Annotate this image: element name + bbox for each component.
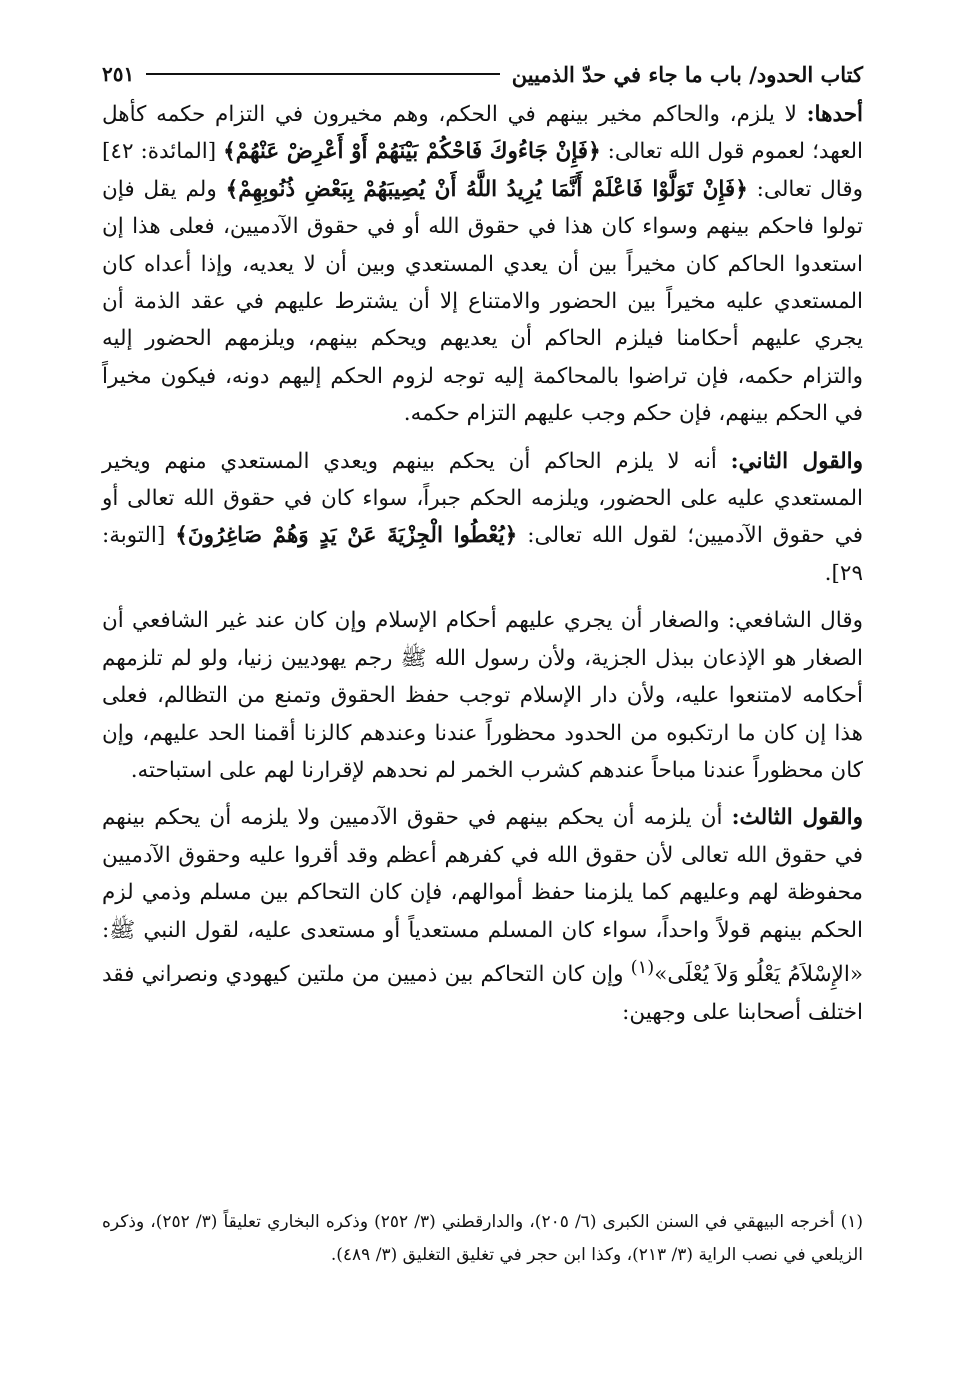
paragraph-text: وإن كان التحاكم بين ذميين من ملتين كيهودي ونصراني فقد اختلف أصحابنا على وجهين: bbox=[102, 962, 863, 1025]
paragraph-shafii bbox=[102, 602, 863, 789]
paragraph-text: أن يلزمه أن يحكم بينهم في حقوق الآدميين ولا يلزمه أن يحكم بينهم في حقوق الله تعالى لأن حقوق الله في كفرهم أعظم وقد أقروا عليه وحقوق الآدميين محفوظة لهم وعليهم كما يلزمنا حفظ أموالهم، فإن كان التحاكم بين مسلم وذمي لزم الحكم بينهم قولاً واحداً، سواء كان المسلم مستعدياً أو مستعدى عليه، لقول النبي ﷺ: «الإِسْلاَمُ يَعْلُو وَلاَ يُعْلَى» bbox=[102, 805, 863, 988]
running-title: كتاب الحدود/ باب ما جاء في حدّ الذميين bbox=[511, 61, 863, 87]
paragraph-text: وقال الشافعي: والصغار أن يجري عليهم أحكام الإسلام وإن كان عند غير الشافعي أن الصغار هو الإذعان ببذل الجزية، ولأن رسول الله ﷺ رجم يهوديين زنيا، ولو لم تلزمهم أحكامه لامتنعوا عليه، ولأن دار الإسلام توجب حفظ الحقوق وتمنع من التظالم، فعلى هذا إن كان ما ارتكبوه من الحدود محظوراً عندنا وعندهم كالزنا أقمنا الحد عليهم، وإن كان محظوراً عندنا مباحاً عندهم كشرب الخمر لم نحدهم لإقرارنا لهم على استباحته. bbox=[102, 608, 864, 783]
paragraph-second-opinion bbox=[102, 443, 863, 593]
paragraph-text: أنه لا يلزم الحاكم أن يحكم بينهم ويعدي المستعدي منهم ويخير المستعدي عليه على الحضور، ويلزمه الحكم جبراً، سواء كان في حقوق الله تعالى أو في حقوق الآدميين؛ لقول الله تعالى: bbox=[102, 448, 863, 549]
page-header bbox=[102, 56, 863, 92]
footnote bbox=[102, 1206, 863, 1272]
paragraph-text: [التوبة: ٢٩]. bbox=[102, 523, 863, 586]
quran-verse: ﴿فَإِنْ جَاءُوكَ فَاحْكُمْ بَيْنَهُمْ أَوْ أَعْرِضْ عَنْهُمْ﴾ bbox=[223, 139, 601, 165]
quran-verse: ﴿فَإِنْ تَوَلَّوْا فَاعْلَمْ أَنَّمَا يُرِيدُ اللَّهُ أَنْ يُصِيبَهُمْ بِبَعْضِ ذُنُوبِهِمْ﴾ bbox=[225, 176, 748, 202]
paragraph-text: ولم يقل فإن تولوا فاحكم بينهم وسواء كان هذا في حقوق الله أو في حقوق الآدميين، فعلى هذا إن استعدوا الحاكم كان مخيراً بين أن يعدي المستعدي وبين أن لا يعديه، وإذا أعداه كان المستعدي عليه مخيراً بين الحضور والامتناع إلا أن يشترط عليهم في عقد الذمة أن يجري عليهم أحكامنا فيلزم الحاكم أن يعديهم ويحكم بينهم، ويلزمهم الحضور إليه والتزام حكمه، فإن تراضوا بالمحاكمة إليه توجه لزوم الحكم إليهم دونه، فيكون مخيراً في الحكم بينهم، فإن حكم وجب عليهم التزام حكمه. bbox=[102, 176, 863, 427]
paragraph-first-opinion bbox=[102, 96, 863, 433]
paragraph-third-opinion bbox=[102, 799, 863, 1031]
quran-verse: ﴿يُعْطُوا الْجِزْيَةَ عَنْ يَدٍ وَهُمْ صَاغِرُونَ﴾ bbox=[175, 523, 518, 549]
footnote-marker: (١) bbox=[630, 956, 655, 978]
paragraph-lead: والقول الثالث: bbox=[731, 805, 863, 831]
paragraph-lead: أحدها: bbox=[806, 102, 863, 127]
page-number: ٢٥١ bbox=[102, 62, 135, 86]
paragraph-text: [المائدة: ٤٢] وقال تعالى: bbox=[102, 139, 864, 202]
header-rule bbox=[146, 73, 499, 75]
body-text bbox=[102, 96, 863, 1031]
footnote-text: (١) أخرجه البيهقي في السنن الكبرى (٦/ ٢٠٥)، والدارقطني (٣/ ٢٥٢) وذكره البخاري تعليقاً (٣/ ٢٥٢)، وذكره الزيلعي في نصب الراية (٣/ ٢١٣)، وكذا ابن حجر في تغليق التغليق (٣/ ٤٨٩). bbox=[102, 1212, 863, 1265]
paragraph-lead: والقول الثاني: bbox=[730, 448, 863, 474]
paragraph-text: لا يلزم، والحاكم مخير بينهم في الحكم، وهم مخيرون في التزام حكمه كأهل العهد؛ لعموم قول الله تعالى: bbox=[102, 102, 863, 165]
